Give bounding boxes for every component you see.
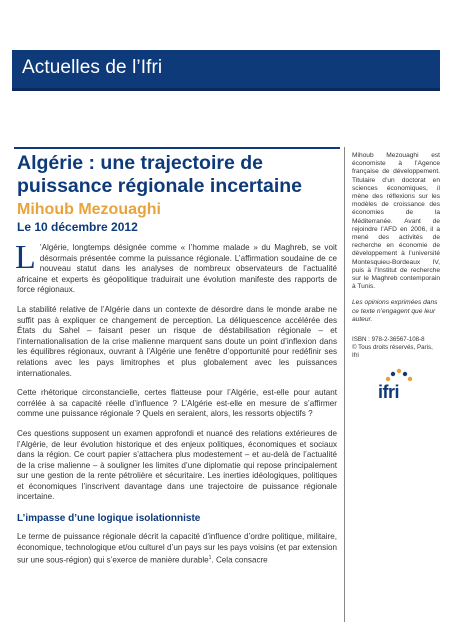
- article-date: Le 10 décembre 2012: [17, 220, 138, 234]
- disclaimer: Les opinions exprimées dans ce texte n’engagent que leur auteur.: [352, 299, 438, 323]
- isbn: ISBN : 978-2-36567-108-8: [352, 336, 425, 344]
- paragraph-5-tail: . Cela consacre: [211, 555, 268, 565]
- series-title: Actuelles de l’Ifri: [22, 57, 163, 78]
- article-main: [17, 152, 337, 567]
- article-title-line1: Algérie : une trajectoire de: [17, 152, 263, 174]
- paragraph-5: [17, 532, 337, 566]
- sidebar-divider: [344, 147, 345, 622]
- header-banner: [12, 50, 440, 91]
- article-title: [17, 152, 337, 198]
- article-author: Mihoub Mezouaghi: [17, 201, 161, 218]
- author-bio: Mihoub Mezouaghi est économiste à l’Agence française de développement. Titulaire d’un doctorat en sciences économiques, il mène des réflexions sur les modèles de croissance des économies de la Méditerranée. Avant de rejoindre l’AFD en 2006, il a mené des activités de recherche en économie de développement à l’université Montesquieu-Bordeaux IV, puis à l’Institut de recherche sur le Maghreb contemporain à Tunis.: [352, 152, 440, 291]
- paragraph-3: Cette rhétorique circonstancielle, certes flatteuse pour l’Algérie, est-elle pour autant corrélée à sa capacité réelle d’influence ? L’Algérie est-elle en mesure de s’affirmer comme une puissance régionale ? Quels en seraient, alors, les ressorts objectifs ?: [17, 388, 337, 419]
- title-rule: [14, 147, 340, 149]
- ifri-logo: [378, 368, 418, 414]
- section-heading: L’impasse d’une logique isolationniste: [17, 513, 201, 525]
- sidebar: [352, 152, 440, 360]
- lead-paragraph: [15, 239, 337, 296]
- paragraph-4: Ces questions supposent un examen approfondi et nuancé des relations extérieures de l’Algérie, de leur évolution historique et des enjeux politiques, économiques et sociaux dans la région. Ce court papier s’attachera plus modestement – et au-delà de l’actualité de la crise malienne – à souligner les limites d’une diplomatie qui repose principalement sur une gestion de la rente pétrolière et sécuritaire. Les inerties idéologiques, politiques et économiques l’inscrivent davantage dans une trajectoire de puissance régionale incertaine.: [17, 428, 337, 502]
- article-title-line2: puissance régionale incertaine: [17, 175, 303, 197]
- footnote-ref[interactable]: 1: [208, 555, 212, 562]
- paragraph-5-text: Le terme de puissance régionale décrit la capacité d’influence d’ordre politique, militaire, économique, technologique et/ou culturel d’un pays sur les pays voisins (et par extension sur une sous-région) qui s’exerce de manière durable: [17, 532, 337, 565]
- lead-text: ’Algérie, longtemps désignée comme « l’homme malade » du Maghreb, se voit désormais présentée comme la puissance régionale. L’affirmation soudaine de ce nouveau statut dans les analyses de nombreux observateurs de l’actualité africaine et experts ès géopolitique traduirait une évolution manifeste des rapports de force régionaux.: [17, 243, 337, 295]
- logo-wordmark: ifri: [378, 382, 400, 402]
- copyright: © Tous droits réservés, Paris, Ifri: [352, 344, 433, 360]
- paragraph-2: La stabilité relative de l’Algérie dans un contexte de désordre dans le monde arabe ne suffit pas à expliquer ce changement de perception. La déliquescence accélérée des États du Sahel – faisant peser un risque de déstabilisation régionale – et l’internationalisation de la crise malienne marquent sans doute un point d’inflexion dans les équilibres régionaux, ouvrant à l’Algérie une fenêtre d’opportunité pour redéfinir ses relations avec les pays limitrophes et plus globalement avec les puissances internationales.: [17, 304, 337, 378]
- drop-cap: L: [15, 239, 36, 276]
